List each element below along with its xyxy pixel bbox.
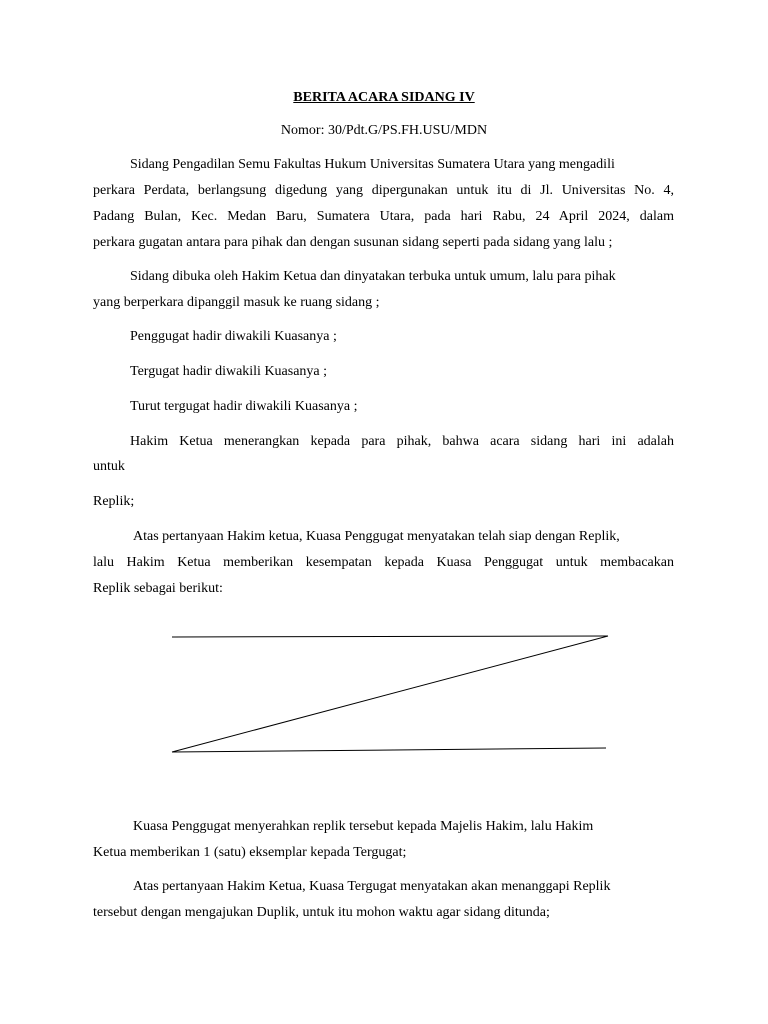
attendance-tergugat: Tergugat hadir diwakili Kuasanya ; (130, 364, 328, 379)
document-title: BERITA ACARA SIDANG IV (293, 90, 475, 105)
paragraph-line: Replik sebagai berikut: (93, 581, 223, 596)
paragraph-line: perkara gugatan antara para pihak dan dengan susunan sidang seperti pada sidang yang lalu ; (93, 235, 613, 250)
z-line-top (172, 636, 608, 637)
paragraph-line: perkara Perdata, berlangsung digedung yang dipergunakan untuk itu di Jl. Universitas No. 4, (93, 183, 674, 198)
paragraph-line: Sidang Pengadilan Semu Fakultas Hukum Universitas Sumatera Utara yang mengadili (130, 157, 615, 172)
z-line-diagonal (172, 636, 608, 752)
paragraph-line: tersebut dengan mengajukan Duplik, untuk itu mohon waktu agar sidang ditunda; (93, 905, 550, 920)
paragraph-line: Ketua memberikan 1 (satu) eksemplar kepada Tergugat; (93, 845, 407, 860)
paragraph-line: Atas pertanyaan Hakim Ketua, Kuasa Tergugat menyatakan akan menanggapi Replik (133, 879, 611, 894)
document-number: Nomor: 30/Pdt.G/PS.FH.USU/MDN (280, 123, 488, 138)
paragraph-line: Atas pertanyaan Hakim ketua, Kuasa Penggugat menyatakan telah siap dengan Replik, (133, 529, 620, 544)
paragraph-line: yang berperkara dipanggil masuk ke ruang sidang ; (93, 295, 380, 310)
z-line-bottom (172, 748, 606, 752)
paragraph-line: Padang Bulan, Kec. Medan Baru, Sumatera Utara, pada hari Rabu, 24 April 2024, dalam (93, 209, 674, 224)
attendance-turut-tergugat: Turut tergugat hadir diwakili Kuasanya ; (130, 399, 358, 414)
paragraph-line: Sidang dibuka oleh Hakim Ketua dan dinyatakan terbuka untuk umum, lalu para pihak (130, 269, 616, 284)
paragraph-line: Kuasa Penggugat menyerahkan replik tersebut kepada Majelis Hakim, lalu Hakim (133, 819, 594, 834)
agenda-replik: Replik; (93, 494, 135, 509)
paragraph-line: untuk (93, 459, 125, 474)
paragraph-line: Hakim Ketua menerangkan kepada para pihak, bahwa acara sidang hari ini adalah (130, 434, 674, 449)
attendance-penggugat: Penggugat hadir diwakili Kuasanya ; (130, 329, 337, 344)
paragraph-line: lalu Hakim Ketua memberikan kesempatan kepada Kuasa Penggugat untuk membacakan (93, 555, 674, 570)
